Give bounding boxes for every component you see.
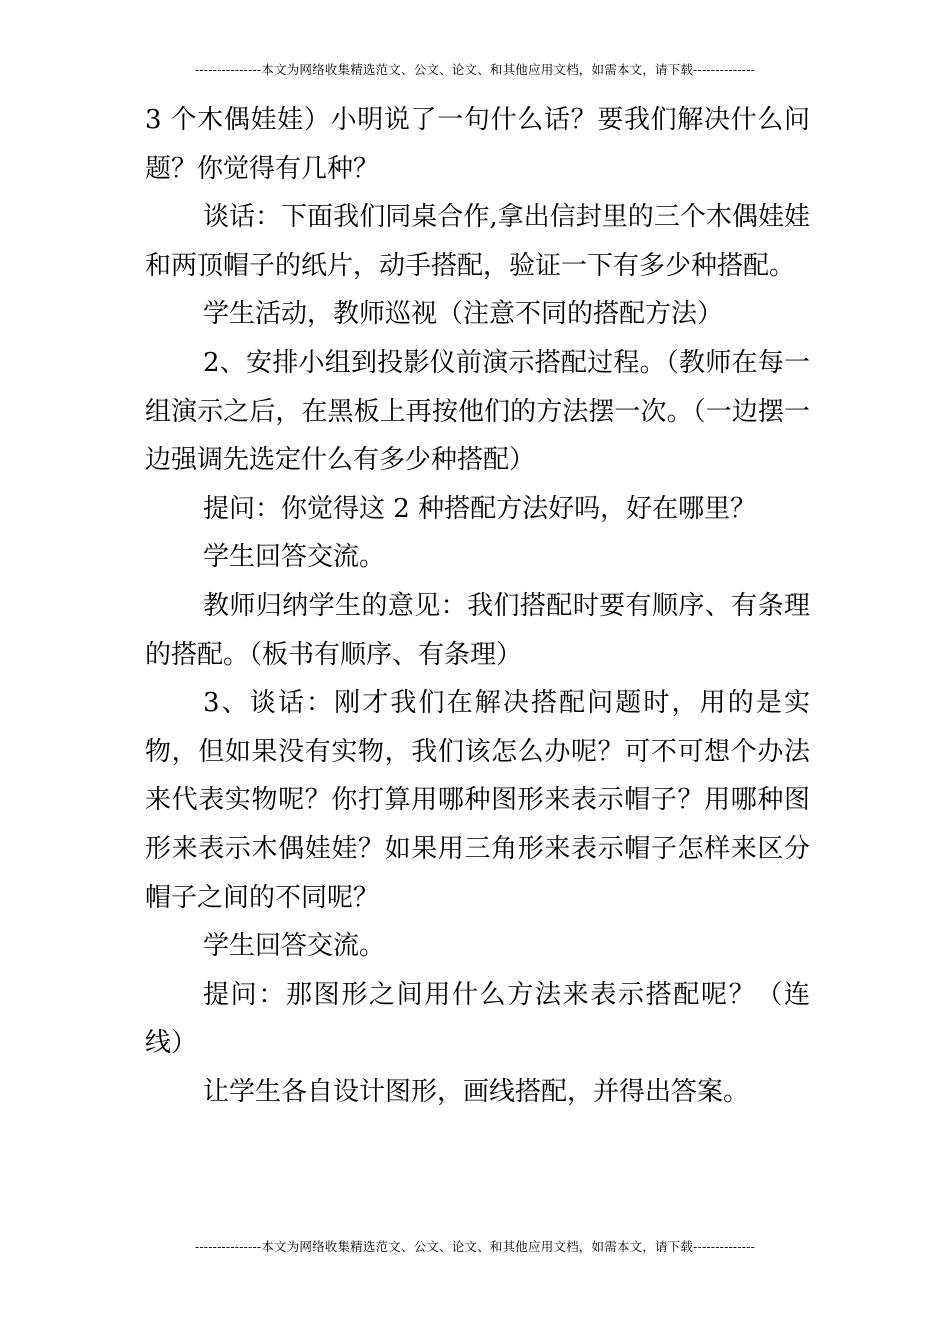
paragraph: 2、安排小组到投影仪前演示搭配过程。（教师在每一组演示之后，在黑板上再按他们的方法摆一次。（一边摆一边强调先选定什么有多少种搭配） <box>145 347 810 476</box>
paragraph: 学生回答交流。 <box>203 931 386 962</box>
header-banner: ---------------本文为网络收集精选范文、公文、论文、和其他应用文档，如需本文，请下载-------------- <box>194 62 756 77</box>
paragraph: 提问：你觉得这 2 种搭配方法好吗，好在哪里？ <box>203 493 757 524</box>
footer-banner: ---------------本文为网络收集精选范文、公文、论文、和其他应用文档，如需本文，请下载-------------- <box>194 1239 756 1254</box>
paragraph: 提问：那图形之间用什么方法来表示搭配呢？（连线） <box>145 979 810 1059</box>
paragraph: 学生回答交流。 <box>203 542 386 573</box>
paragraph: 让学生各自设计图形，画线搭配，并得出答案。 <box>203 1076 750 1107</box>
paragraph: 学生活动，教师巡视（注意不同的搭配方法） <box>203 299 724 330</box>
paragraph: 教师归纳学生的意见：我们搭配时要有顺序、有条理的搭配。（板书有顺序、有条理） <box>145 590 810 670</box>
paragraph: 3 个木偶娃娃）小明说了一句什么话？要我们解决什么问题？你觉得有几种？ <box>145 105 810 184</box>
paragraph: 谈话：下面我们同桌合作,拿出信封里的三个木偶娃娃和两顶帽子的纸片，动手搭配，验证一下有多少种搭配。 <box>145 202 810 281</box>
paragraph: 3、谈话：刚才我们在解决搭配问题时，用的是实物，但如果没有实物，我们该怎么办呢？可不可想个办法来代表实物呢？你打算用哪种图形来表示帽子？用哪种图形来表示木偶娃娃？如果用三角形来表示帽子怎样来区分帽子之间的不同呢？ <box>145 688 810 913</box>
document-body <box>145 96 810 1116</box>
